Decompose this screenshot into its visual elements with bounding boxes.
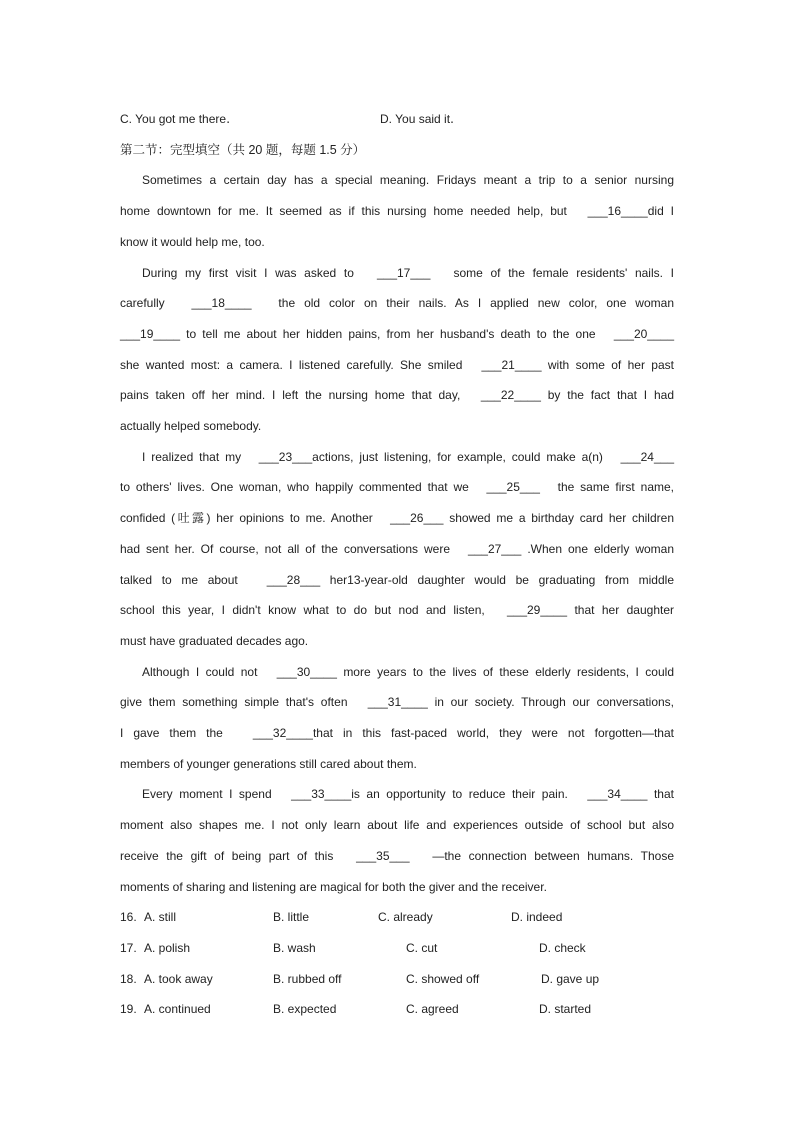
passage-line: Every moment I spend ___33____is an opportunity to reduce their pain. ___34____ that (142, 787, 674, 802)
option-b: B. little (273, 910, 310, 925)
passage-line: moment also shapes me. I not only learn about life and experiences outside of school but also (120, 818, 674, 833)
option-a: A. continued (144, 1002, 211, 1017)
option-a: A. polish (144, 940, 191, 955)
option-c: C. agreed (406, 1002, 459, 1017)
passage-line: receive the gift of being part of this ___35___ —the connection between humans. Those (120, 848, 674, 863)
passage-line: moments of sharing and listening are magical for both the giver and the receiver. (120, 879, 547, 894)
option-c: C. You got me there․ (120, 112, 231, 126)
question-number: 17. (120, 940, 137, 955)
passage-line: Although I could not ___30____ more years to the lives of these elderly residents, I could (142, 664, 674, 679)
passage-line: pains taken off her mind. I left the nursing home that day, ___22____ by the fact that I had (120, 388, 674, 403)
option-a: A. took away (144, 971, 213, 986)
passage-line: home downtown for me. It seemed as if this nursing home needed help, but ___16____did I (120, 204, 674, 219)
option-c: C. showed off (406, 971, 480, 986)
question-row (120, 964, 674, 995)
option-c: C. already (378, 910, 433, 925)
question-number: 18. (120, 971, 137, 986)
passage-line: talked to me about ___28___ her13-year-old daughter would be graduating from middle (120, 572, 674, 587)
passage-line: school this year, I didn't know what to do but nod and listen, ___29____ that her daughter (120, 603, 674, 618)
cloze-passage (120, 165, 674, 902)
section-title: 第二节：完型填空（共 20 题，每题 1.5 分） (120, 142, 366, 157)
option-c: C. cut (406, 940, 438, 955)
question-list (120, 902, 674, 1025)
exam-page (120, 104, 674, 1025)
passage-line: Sometimes a certain day has a special meaning. Fridays meant a trip to a senior nursing (142, 173, 674, 188)
option-d: D. gave up (541, 971, 600, 986)
question-row (120, 902, 674, 933)
passage-line: During my first visit I was asked to ___17___ some of the female residents' nails. I (142, 265, 674, 280)
option-b: B. wash (273, 940, 316, 955)
passage-line: actually helped somebody. (120, 419, 262, 434)
passage-line: I gave them the ___32____that in this fast-paced world, they were not forgotten—that (120, 726, 674, 741)
passage-line: must have graduated decades ago. (120, 633, 309, 648)
passage-line: carefully ___18____ the old color on their nails. As I applied new color, one woman (120, 296, 674, 311)
option-d: D. check (539, 940, 586, 955)
question-number: 16. (120, 910, 137, 925)
option-d: D. indeed (511, 910, 563, 925)
option-a: A. still (144, 910, 177, 925)
question-number: 19. (120, 1002, 137, 1017)
option-b: B. expected (273, 1002, 337, 1017)
passage-line: confided (吐露) her opinions to me. Another ___26___ showed me a birthday card her children (120, 511, 674, 526)
passage-line: I realized that my ___23___actions, just listening, for example, could make a(n) ___24___ (142, 449, 674, 464)
option-d: D. You said it․ (380, 112, 455, 126)
passage-line: to others' lives. One woman, who happily commented that we ___25___ the same first name, (120, 480, 674, 495)
question-row (120, 994, 674, 1025)
option-d: D. started (539, 1002, 592, 1017)
option-b: B. rubbed off (273, 971, 342, 986)
previous-options-row (120, 104, 674, 135)
passage-line: members of younger generations still cared about them. (120, 756, 417, 771)
passage-line: she wanted most: a camera. I listened carefully. She smiled ___21____ with some of her past (120, 357, 674, 372)
passage-line: know it would help me, too. (120, 234, 265, 249)
passage-line: had sent her. Of course, not all of the conversations were ___27___ .When one elderly woman (120, 541, 674, 556)
question-row (120, 933, 674, 964)
passage-line: give them something simple that's often ___31____ in our society. Through our conversations, (120, 695, 674, 710)
passage-line: ___19____ to tell me about her hidden pains, from her husband's death to the one ___20____ (120, 326, 674, 341)
